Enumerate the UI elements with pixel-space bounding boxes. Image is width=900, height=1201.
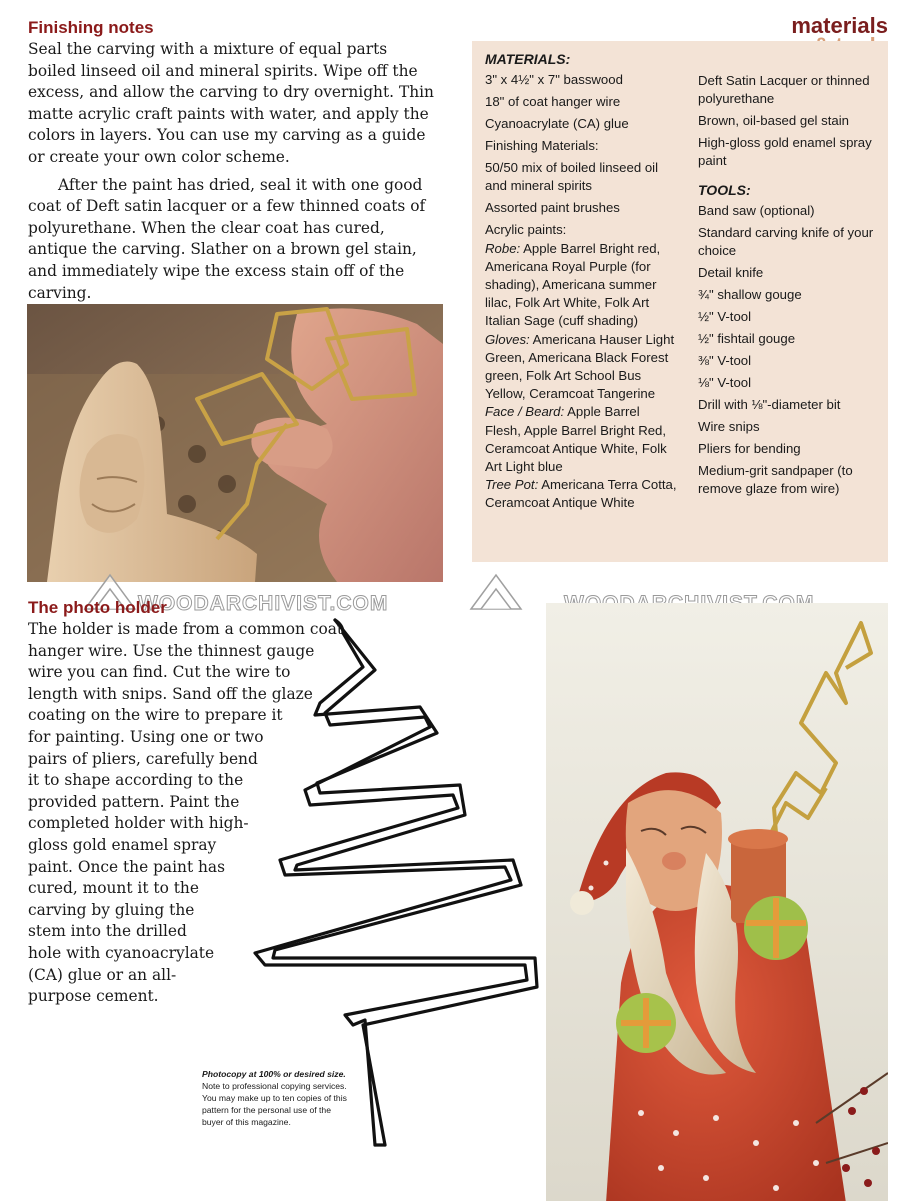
holder-text-line: carving by gluing the: [28, 900, 195, 919]
tools-item: Standard carving knife of your choice: [698, 224, 874, 259]
finishing-paragraph-2: After the paint has dried, seal it with one good coat of Deft satin lacquer or a few thinned coats of polyurethane. When the clear coat has cured, antique the carving. Slather on a brown gel stain, and immediately wipe the excess stain off of the carving.: [28, 175, 426, 302]
pattern-caption: [202, 1068, 352, 1128]
materials-item: 18" of coat hanger wire: [485, 94, 621, 110]
materials-panel: [472, 41, 888, 562]
holder-text-line: The holder is made from a common coat: [28, 620, 344, 638]
tools-item: Band saw (optional): [698, 202, 815, 218]
acrylic-item-label: Tree Pot:: [485, 477, 539, 493]
finishing-heading: Finishing notes: [28, 18, 154, 37]
tools-list: [698, 202, 880, 499]
santa-carving-photo: [546, 603, 888, 1201]
watermark-logo-icon: [466, 571, 526, 613]
acrylic-item-text: Apple Barrel Flesh, Apple Barrel Bright Red, Ceramcoat Antique White, Folk Art Light blue: [485, 404, 667, 475]
acrylic-item-text: Americana Hauser Light Green, Americana Black Forest green, Folk Art School Bus Yellow, Ceramcoat Tangerine: [485, 331, 675, 402]
acrylic-item-label: Gloves:: [485, 331, 530, 347]
brand-line-1: materials: [791, 13, 888, 38]
materials-item: Cyanoacrylate (CA) glue: [485, 116, 629, 132]
materials-item: Deft Satin Lacquer or thinned polyurethane: [698, 73, 870, 107]
acrylic-list: [485, 240, 677, 513]
acrylic-item: [485, 240, 677, 331]
materials-item: 50/50 mix of boiled linseed oil and mineral spirits: [485, 160, 659, 194]
holder-text-line: hanger wire. Use the thinnest gauge: [28, 641, 315, 660]
acrylic-item-label: Face / Beard:: [485, 404, 565, 420]
materials-list-continued: [698, 72, 880, 171]
tools-item: Medium-grit sandpaper (to remove glaze from wire): [698, 463, 853, 497]
acrylic-item-label: Robe:: [485, 240, 521, 256]
tools-item: ⅜" V-tool: [698, 353, 752, 369]
holder-text-line: wire you can find. Cut the wire to: [28, 663, 291, 682]
tools-item: ½" V-tool: [698, 309, 752, 325]
holder-heading: The photo holder: [28, 598, 167, 617]
holder-text-line: stem into the drilled: [28, 922, 187, 941]
materials-item: Finishing Materials:: [485, 138, 599, 154]
holder-text-line: for painting. Using one or two: [28, 727, 264, 746]
materials-heading: MATERIALS:: [485, 51, 571, 67]
materials-item: 3" x 4½" x 7" basswood: [485, 72, 623, 88]
acrylic-item-text: Apple Barrel Bright red, Americana Royal Purple (for shading), Americana summer lilac, Folk Art White, Folk Art Italian Sage (cuff shading): [485, 240, 661, 329]
materials-item: Assorted paint brushes: [485, 200, 620, 216]
acrylic-item-text: Americana Terra Cotta, Ceramcoat Antique White: [485, 477, 677, 511]
holder-text-line: cured, mount it to the: [28, 879, 199, 898]
santa-carving-photo-illustration: [546, 603, 888, 1201]
acrylic-item: [485, 331, 677, 404]
tools-item: Drill with ⅛"-diameter bit: [698, 397, 841, 413]
holder-text-line: it to shape according to the: [28, 771, 244, 790]
holder-text-line: purpose cement.: [28, 987, 159, 1006]
tools-item: Pliers for bending: [698, 441, 801, 457]
materials-column-1: [485, 50, 677, 513]
finishing-body: [28, 39, 438, 304]
tools-heading: TOOLS:: [698, 181, 751, 198]
holder-text-line: paint. Once the paint has: [28, 857, 226, 876]
materials-list: [485, 71, 677, 217]
holder-text-line: length with snips. Sand off the glaze: [28, 684, 313, 703]
watermark-text-left: WOODARCHIVIST.COM: [138, 592, 389, 615]
tools-item: Detail knife: [698, 265, 764, 281]
caption-title: Photocopy at 100% or desired size.: [202, 1069, 346, 1079]
materials-column-2: [698, 72, 880, 502]
holder-text-line: completed holder with high-: [28, 814, 249, 833]
finishing-paragraph-1: Seal the carving with a mixture of equal parts boiled linseed oil and mineral spirits. Wipe off the excess, and allow the carving to dry overnight. Thin matte acrylic craft paints with water, and apply the colors in layers. You can use my carving as a guide or create your own color scheme.: [28, 40, 434, 166]
carving-wire-photo: [27, 304, 443, 582]
holder-text-line: hole with cyanoacrylate: [28, 943, 215, 962]
carving-wire-photo-illustration: [27, 304, 443, 582]
acrylic-heading: Acrylic paints:: [485, 222, 567, 238]
holder-text-line: pairs of pliers, carefully bend: [28, 749, 258, 768]
tools-item: ⅛" V-tool: [698, 375, 752, 391]
acrylic-item: [485, 403, 677, 476]
holder-text-line: gloss gold enamel spray: [28, 835, 217, 854]
acrylic-item: [485, 476, 677, 512]
materials-item: Brown, oil-based gel stain: [698, 113, 850, 129]
tools-item: Wire snips: [698, 419, 760, 435]
holder-text-line: provided pattern. Paint the: [28, 792, 240, 811]
caption-text: Note to professional copying services. You may make up to ten copies of this pattern for the personal use of the buyer of this magazine.: [202, 1081, 347, 1127]
tools-item: ¾" shallow gouge: [698, 287, 802, 303]
tools-item: ½" fishtail gouge: [698, 331, 796, 347]
materials-item: High-gloss gold enamel spray paint: [698, 135, 872, 169]
holder-text-line: (CA) glue or an all-: [28, 965, 177, 984]
holder-text-line: coating on the wire to prepare it: [28, 706, 283, 725]
